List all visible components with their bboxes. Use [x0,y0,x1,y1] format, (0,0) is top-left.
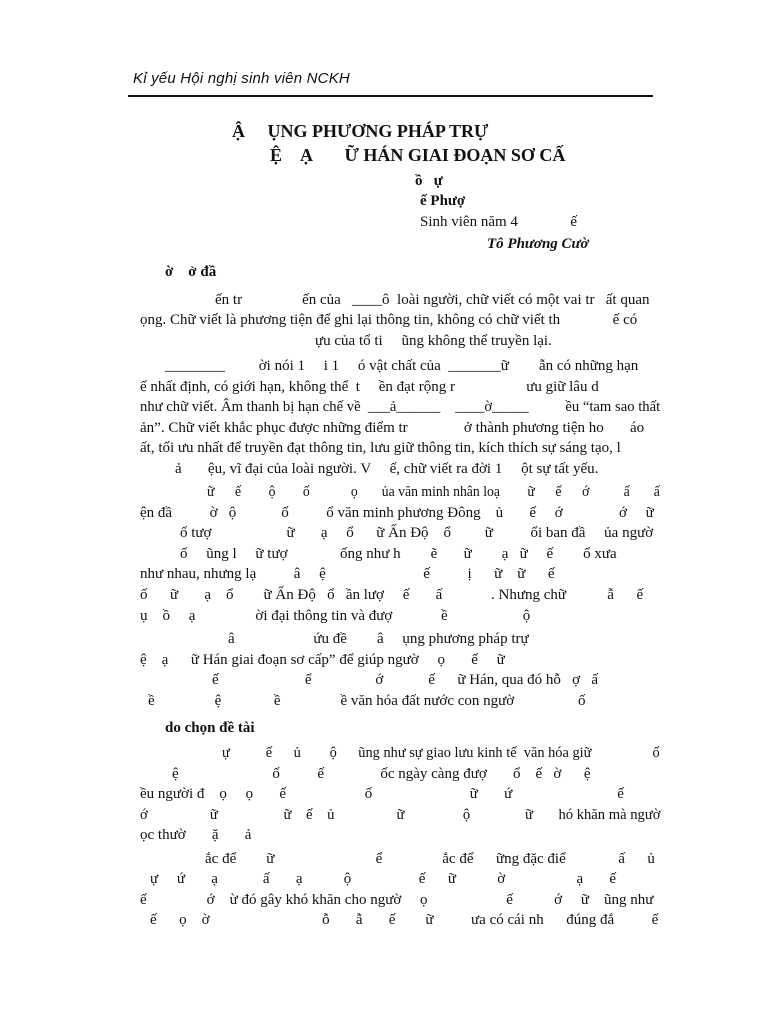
paragraph-2-line: ả ệu, vĩ đại của loài người. V ế, chữ viết ra đời 1 ột sự tất yếu. [175,461,599,477]
paragraph-6-line: ắc để ữ ể ắc để ững đặc điể ấ ủ [205,851,655,867]
paper-title-line-1: Ậ ỤNG PHƯƠNG PHÁP TRỰ [232,121,489,141]
paragraph-3-line: như nhau, nhưng lạ â ệ ế ị ữ ữ ế [140,566,555,582]
paragraph-5-line: ớ ữ ữ ế ủ ữ ộ ữ hó khăn mà ngườ [140,807,661,823]
section-heading-rationale: do chọn đề tài [165,720,255,736]
author-affiliation: Sinh viên năm 4 ế [420,214,578,230]
paragraph-2-line: ế nhất định, có giới hạn, không thể t ền đạt rộng r ưu giữ lâu d [140,379,599,395]
paragraph-6-line: ế ọ ờ ỗ ẫ ế ữ ưa có cái nh đúng đắ ế [150,912,659,928]
paragraph-5-line: ọc thườ ặ ả [140,827,252,843]
paragraph-4-line: ế ể ớ ế ữ Hán, qua đó hỗ ợ ấ [212,672,599,688]
paragraph-3-line: ữ ế ộ ố ọ ủa văn minh nhân loạ ữ ế ớ ấ ấ [207,484,660,500]
paragraph-6-line: ế ớ ừ đó gây khó khăn cho ngườ ọ ế ớ ữ ũng như [140,892,654,908]
paragraph-3-line: ện đầ ờ ộ ố ổ văn minh phương Đông ủ ế ớ ớ ữ [140,505,654,521]
author-name-2: ế Phượ [420,193,466,209]
paragraph-2-line: như chữ viết. Âm thanh bị hạn chế về ___ả______ ____ờ_____ ều “tam sao thất [140,399,661,415]
paragraph-3-line: ụ ồ ạ ời đại thông tin và đượ ề ộ [140,608,531,624]
advisor-name: Tô Phương Cườ [487,236,589,252]
paragraph-4-line: â ứu đề â ụng phương pháp trự [228,631,529,647]
paragraph-2-line: ất, tối ưu nhất để truyền đạt thông tin, lưu giữ thông tin, kích thích sự sáng tạo, l [140,440,621,456]
paragraph-6-line: ự ứ ạ ấ ạ ộ ế ữ ờ ạ ế [150,871,617,887]
running-header: Kỉ yếu Hội nghị sinh viên NCKH [133,70,350,87]
paragraph-3-line: ố ũng l ữ tượ ống như h ẽ ữ ạ ữ ế ổ xưa [180,546,617,562]
paragraph-4-line: ề ệ ề ề văn hóa đất nước con ngườ ố [148,693,586,709]
paragraph-2-line: ________ ời nói 1 i 1 ó vật chất của _______ữ ẫn có những hạn [165,358,639,374]
section-heading-introduction: ờ ở đầ [165,264,217,280]
paragraph-1-line: ến tr ến của ____ô loài người, chữ viết có một vai tr ất quan [215,292,650,308]
paragraph-2-line: ản”. Chữ viết khắc phục được những điểm tr ở thành phương tiện ho áo [140,420,645,436]
paragraph-1-line: ọng. Chữ viết là phương tiện để ghi lại thông tin, không có chữ viết th ế có [140,312,638,328]
paragraph-5-line: ều người đ ọ ọ ế ố ữ ứ ế [140,786,624,802]
paragraph-4-line: ệ ạ ữ Hán giai đoạn sơ cấp” để giúp ngườ ọ ế ữ [140,652,505,668]
paragraph-1-line: ựu của tổ ti ũng không thể truyền lại. [315,333,552,349]
paragraph-5-line: ự ế ủ ộ ũng như sự giao lưu kinh tế văn hóa giữ ố [222,745,660,761]
header-rule [128,95,653,97]
author-name-1: ồ ự [415,173,443,189]
paragraph-3-line: ổ tượ ữ ạ ổ ữ Ấn Độ ổ ữ ổi ban đầ ủa ngườ [180,525,654,541]
paragraph-3-line: ố ữ ạ ổ ữ Ấn Độ ổ ần lượ ế ấ . Nhưng chữ ẫ ế [140,587,644,603]
paper-title-line-2: Ệ Ạ Ữ HÁN GIAI ĐOẠN SƠ CẤ [270,145,566,165]
paragraph-5-line: ệ ố ế ốc ngày càng đượ ổ ế ờ ệ [172,766,591,782]
